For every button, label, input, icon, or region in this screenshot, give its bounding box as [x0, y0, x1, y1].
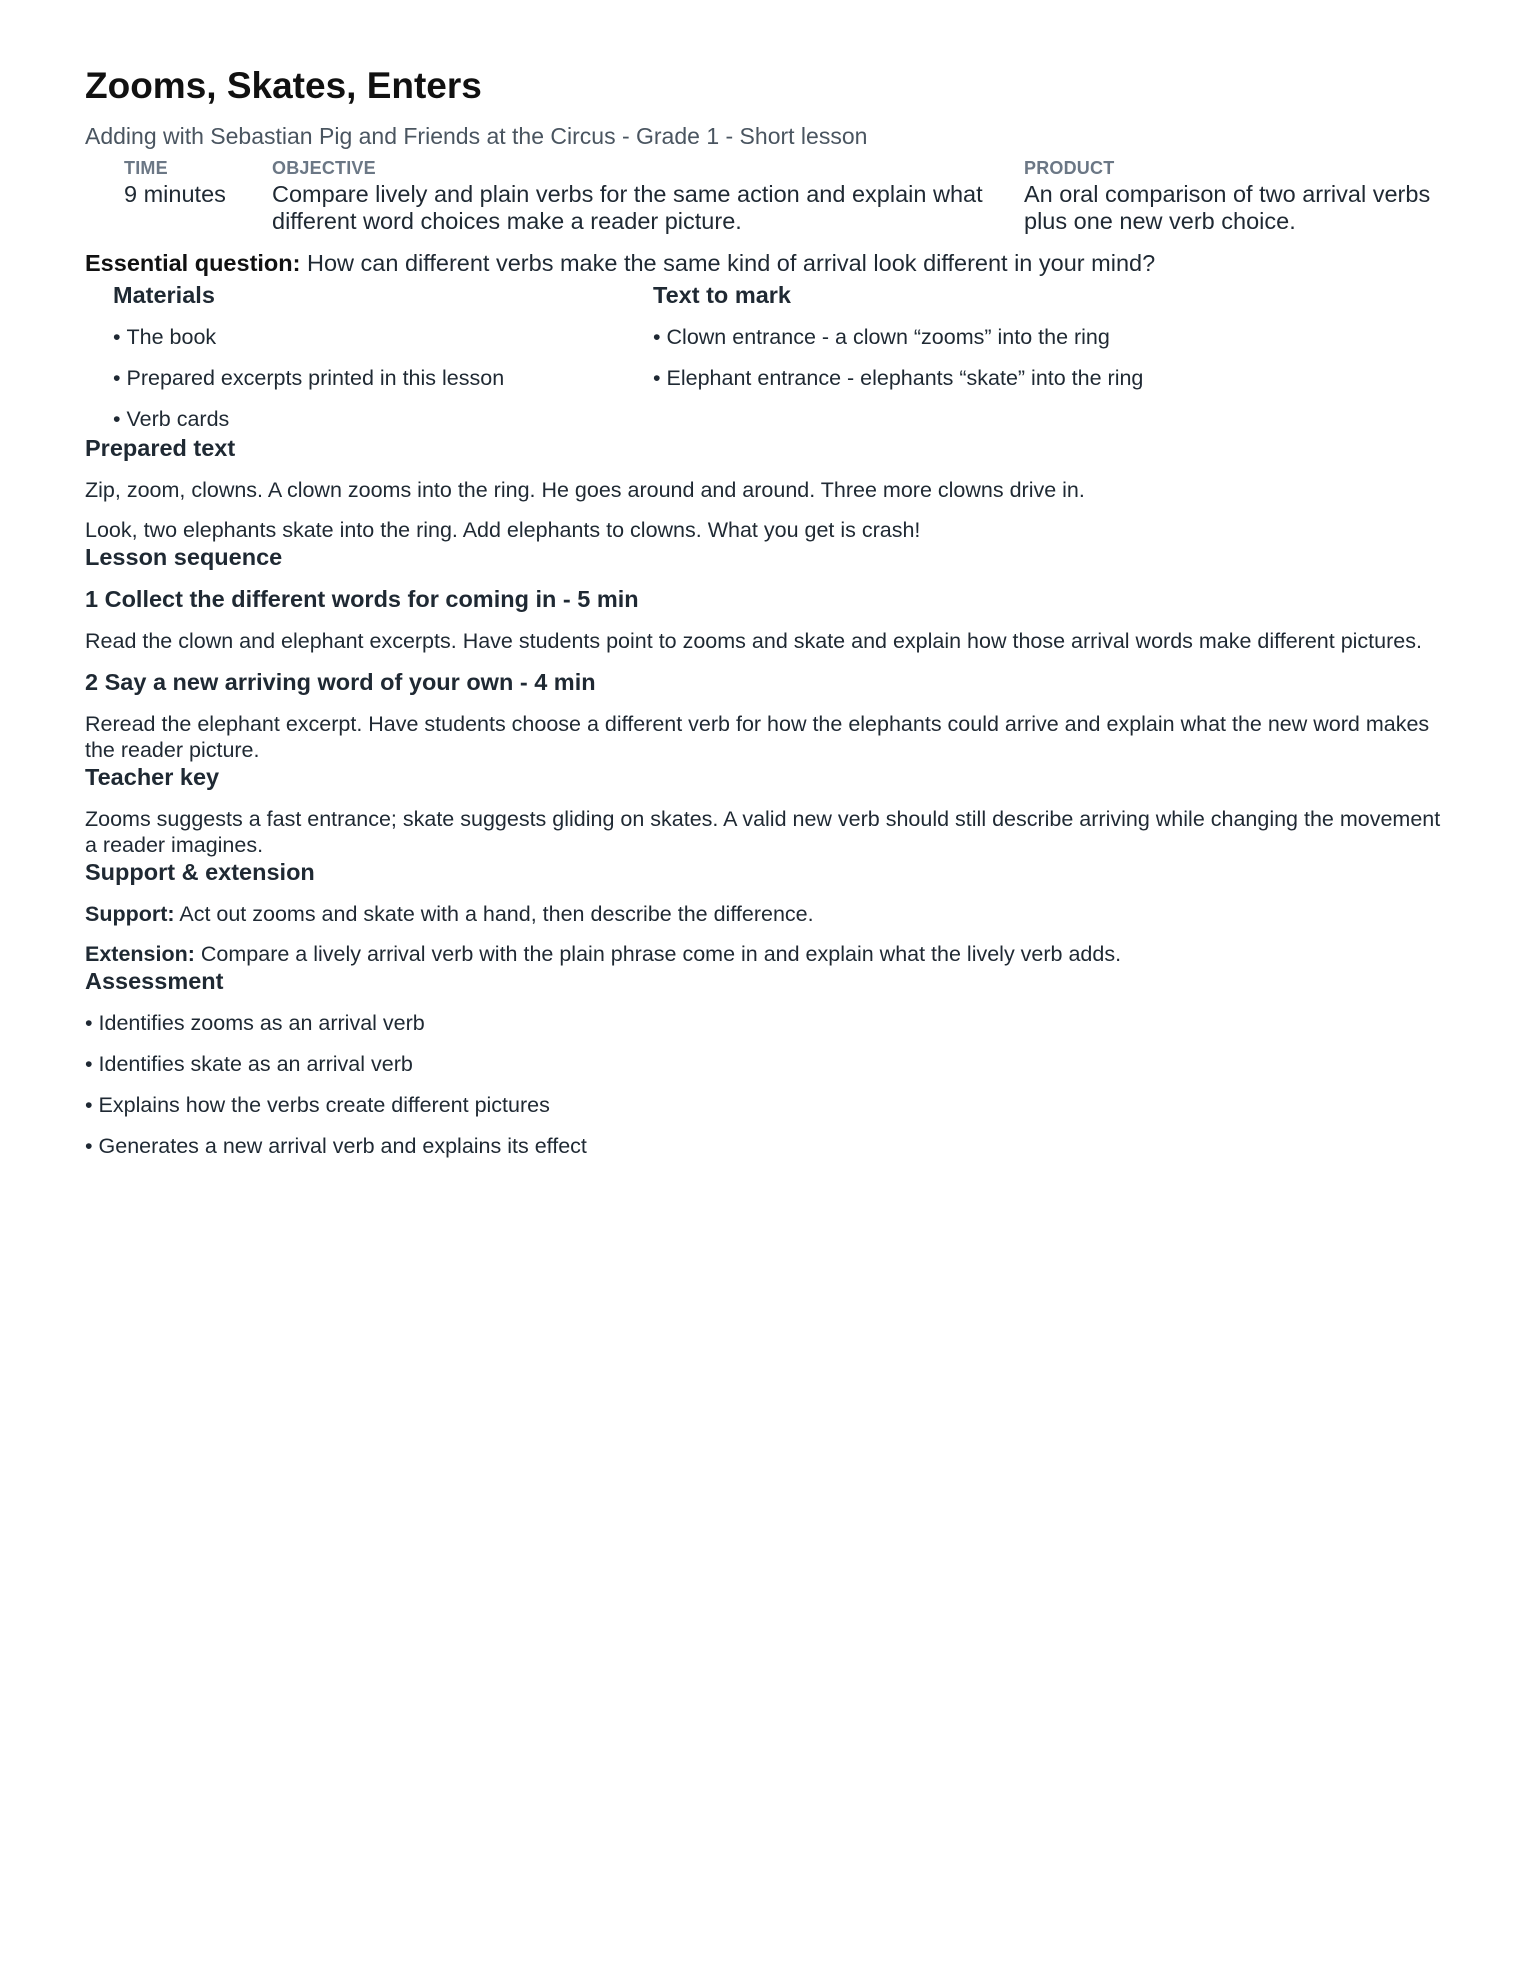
objective-label: OBJECTIVE: [272, 158, 376, 178]
essential-question-label: Essential question:: [85, 250, 301, 276]
step-text: Reread the elephant excerpt. Have students choose a different verb for how the elephants could arrive and explain what the new word makes the reader picture.: [85, 712, 1430, 762]
support-line: [85, 901, 1445, 927]
step-title: 2 Say a new arriving word of your own - 4 min: [85, 669, 596, 695]
materials-item: • Prepared excerpts printed in this lesson: [113, 365, 653, 391]
page-subtitle: Adding with Sebastian Pig and Friends at the Circus - Grade 1 - Short lesson: [85, 123, 868, 149]
assessment-heading: Assessment: [85, 968, 224, 994]
materials-and-text: [85, 281, 1445, 432]
step-text: Read the clown and elephant excerpts. Have students point to zooms and skate and explain how those arrival words make different pictures.: [85, 629, 1422, 653]
assessment-item: • Generates a new arrival verb and explains its effect: [85, 1133, 1445, 1159]
teacher-key-heading: Teacher key: [85, 764, 220, 790]
teacher-key-section: [85, 763, 1445, 858]
assessment-item: • Explains how the verbs create different pictures: [85, 1092, 1445, 1118]
meta-time: [124, 158, 272, 235]
text-to-mark-section: [653, 281, 1413, 432]
extension-line: [85, 941, 1445, 967]
product-label: PRODUCT: [1024, 158, 1115, 178]
prepared-text-section: [85, 434, 1445, 543]
materials-item: • The book: [113, 324, 653, 350]
extension-label: Extension:: [85, 942, 195, 966]
text-to-mark-item: • Elephant entrance - elephants “skate” into the ring: [653, 365, 1413, 391]
essential-question-text: How can different verbs make the same kind of arrival look different in your mind?: [300, 250, 1156, 276]
materials-list: [113, 324, 653, 432]
product-value: An oral comparison of two arrival verbs plus one new verb choice.: [1024, 181, 1431, 234]
text-to-mark-heading: Text to mark: [653, 282, 791, 308]
step-title: 1 Collect the different words for coming in - 5 min: [85, 586, 639, 612]
materials-section: [113, 281, 653, 432]
lesson-meta: [85, 158, 1445, 235]
page-title: Zooms, Skates, Enters: [85, 65, 482, 106]
assessment-list: [85, 1010, 1445, 1159]
meta-product: [1024, 158, 1444, 235]
objective-value: Compare lively and plain verbs for the same action and explain what different word choices make a reader picture.: [272, 181, 983, 234]
time-label: TIME: [124, 158, 168, 178]
teacher-key-text: Zooms suggests a fast entrance; skate suggests gliding on skates. A valid new verb should still describe arriving while changing the movement a reader imagines.: [85, 807, 1441, 857]
lesson-sequence-heading: Lesson sequence: [85, 544, 283, 570]
extension-text: Compare a lively arrival verb with the plain phrase come in and explain what the lively verb adds.: [194, 942, 1122, 966]
text-to-mark-item: • Clown entrance - a clown “zooms” into the ring: [653, 324, 1413, 350]
support-label: Support:: [85, 902, 175, 926]
prepared-text-heading: Prepared text: [85, 435, 236, 461]
essential-question: [85, 249, 1445, 277]
meta-objective: [272, 158, 1024, 235]
prepared-text-paragraph: Look, two elephants skate into the ring. Add elephants to clowns. What you get is crash!: [85, 518, 921, 542]
support-text: Act out zooms and skate with a hand, then describe the difference.: [174, 902, 814, 926]
assessment-item: • Identifies zooms as an arrival verb: [85, 1010, 1445, 1036]
assessment-item: • Identifies skate as an arrival verb: [85, 1051, 1445, 1077]
materials-item: • Verb cards: [113, 406, 653, 432]
support-extension-section: [85, 858, 1445, 967]
materials-heading: Materials: [113, 282, 215, 308]
lesson-page: [85, 62, 1445, 1174]
prepared-text-paragraph: Zip, zoom, clowns. A clown zooms into the ring. He goes around and around. Three more clowns drive in.: [85, 478, 1085, 502]
text-to-mark-list: [653, 324, 1413, 391]
assessment-section: [85, 967, 1445, 1159]
lesson-sequence-section: [85, 543, 1445, 763]
time-value: 9 minutes: [124, 181, 226, 207]
support-extension-heading: Support & extension: [85, 859, 315, 885]
